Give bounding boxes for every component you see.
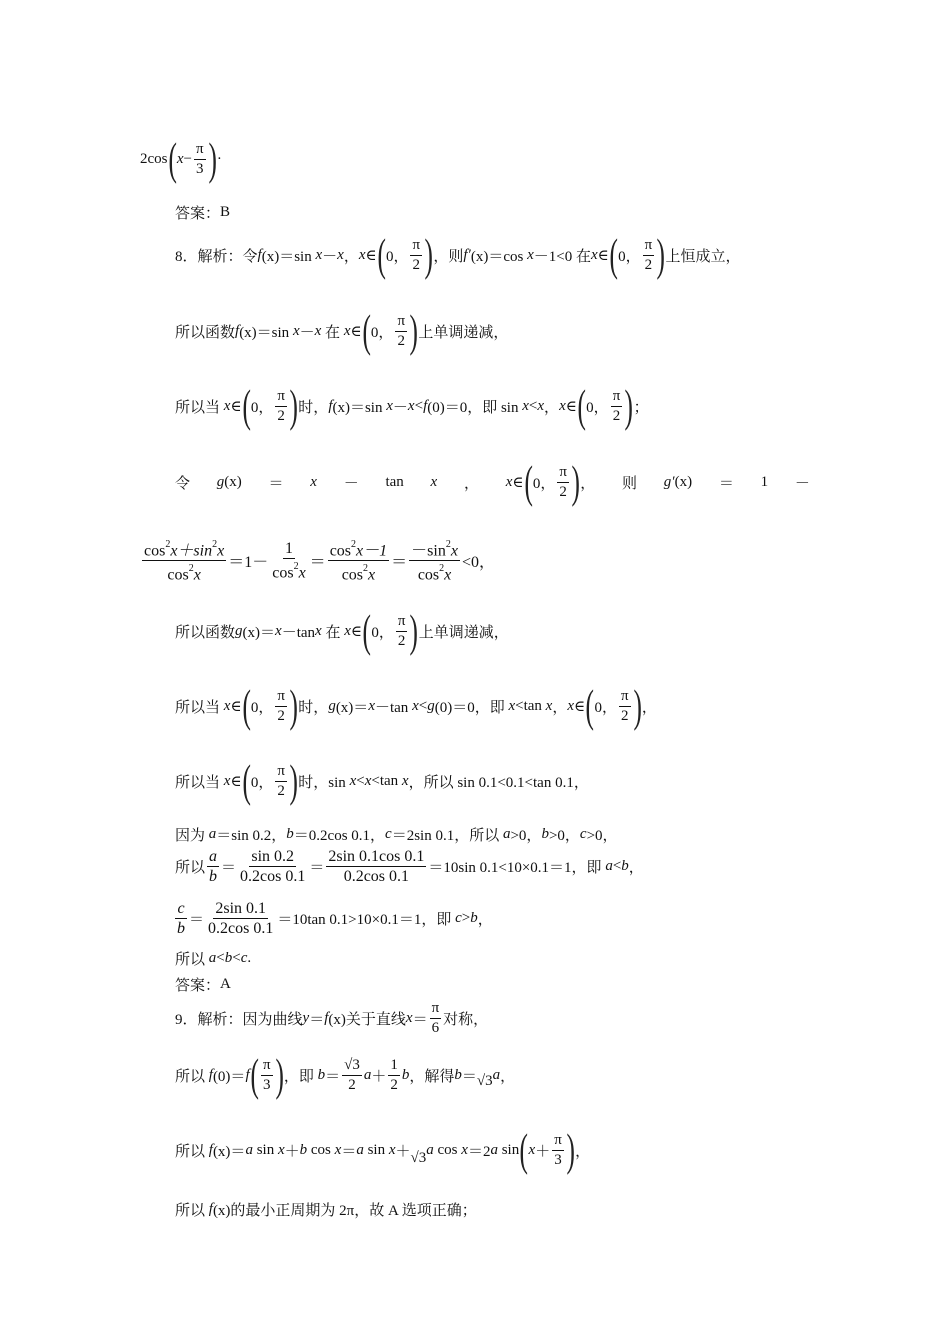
q8-line1: 8． 解析： 令 f (x)＝sin x － x ， x ∈ ( 0， $\frac{\pi}{2}$ ) ，则 f′ (x)＝cos x －1<0 在 x ∈ ( 0， $\frac{\pi}{2}$ ) 上恒成立， (175, 229, 741, 280)
paren-group: ( x − $\frac{\pi}{3}$ ) (167, 133, 217, 184)
q9-line2: 所以 f (0)＝ f ( $\frac{\pi}{3}$ ) ，即 b ＝ √ 3 2 a ＋ $\frac{1}{2}$ b ，解得 b ＝ √ 3 a ， (175, 1049, 516, 1100)
q9-line1: 9． 解析： 因为曲线 y ＝ f (x)关于直线 x ＝ $\frac{\pi}{6}$ 对称， (175, 1000, 489, 1036)
q9-line3: 所以 f (x)＝ a sin x ＋ b cos x ＝ a sin x ＋ √ 3 a cos x ＝2 a sin ( x ＋ $\frac{\pi}{3}$ ) ， (175, 1124, 591, 1175)
fraction: $\frac{\pi}{3}$ (195, 140, 204, 177)
q8-line2: 所以函数 f (x)＝sin x － x 在 x ∈ ( 0， $\frac{\pi}{2}$ ) 上单调递减， (175, 305, 509, 356)
q9-line4: 所以 f (x)的最小正周期为 2π，故 A 选项正确； (175, 1201, 477, 1219)
q8-line8: 所以当 x ∈ ( 0， $\frac{\pi}{2}$ ) 时，sin x < x <tan x ，所以 sin 0.1<0.1<tan 0.1， (175, 755, 589, 806)
q8-line6: 所以函数 g (x)＝ x －tan x 在 x ∈ ( 0， $\frac{\pi}{2}$ ) 上单调递减， (175, 605, 509, 656)
q8-line3: 所以当 x ∈ ( 0， $\frac{\pi}{2}$ ) 时， f (x)＝sin x － x < f (0)＝0，即 sin x < x ， x ∈ ( 0， $\frac{\pi}{2}$ ) ； (175, 380, 649, 431)
q8-line9: 因为 a ＝sin 0.2， b ＝0.2cos 0.1， c ＝2sin 0.1，所以 a >0， b >0， c >0， (175, 826, 618, 844)
q8-line12: 所以 a < b < c . (175, 950, 252, 968)
q8-line4: 令 g(x) ＝ x － tan x ， x ∈ ( 0， $\frac{\pi}{2}$ ) ， 则 g′(x) ＝ 1 － (175, 456, 810, 507)
answer-8: 答案： A (175, 976, 231, 994)
q8-line11: $\frac{c}{b}$ ＝ $\frac{2\sin 0.1}{0.2\cos 0.1}$ ＝10tan 0.1>10×0.1＝1，即 c > b ， (177, 900, 493, 937)
answer-7: 答案： B (175, 204, 231, 222)
sqrt-3: √ 3 (476, 1072, 493, 1089)
q8-line7: 所以当 x ∈ ( 0， $\frac{\pi}{2}$ ) 时， g (x)＝ x －tan x < g (0)＝0，即 x <tan x ， x ∈ ( 0， $\frac{\pi}{2}$ ) ， (175, 680, 657, 731)
expr-2cos: 2cos ( x − $\frac{\pi}{3}$ ) · (140, 133, 222, 184)
q8-line10: 所以 $\frac{a}{b}$ ＝ $\frac{\sin 0.2}{0.2\cos 0.1}$ ＝ $\frac{2\sin 0.1\cos 0.1}{0.2\cos 0.1}$ ＝10sin 0.1<10×0.1＝1，即 a < b ， (175, 848, 644, 885)
q8-line5: $\frac{\cos^2x+\sin^2x}{\cos^2x}$ ＝1－ $\frac{1}{\cos^2x}$ ＝ $\frac{\cos^2x-1}{\cos^2x}$ ＝ $\frac{-\sin^2x}{\cos^2x}$ <0， (144, 539, 495, 584)
